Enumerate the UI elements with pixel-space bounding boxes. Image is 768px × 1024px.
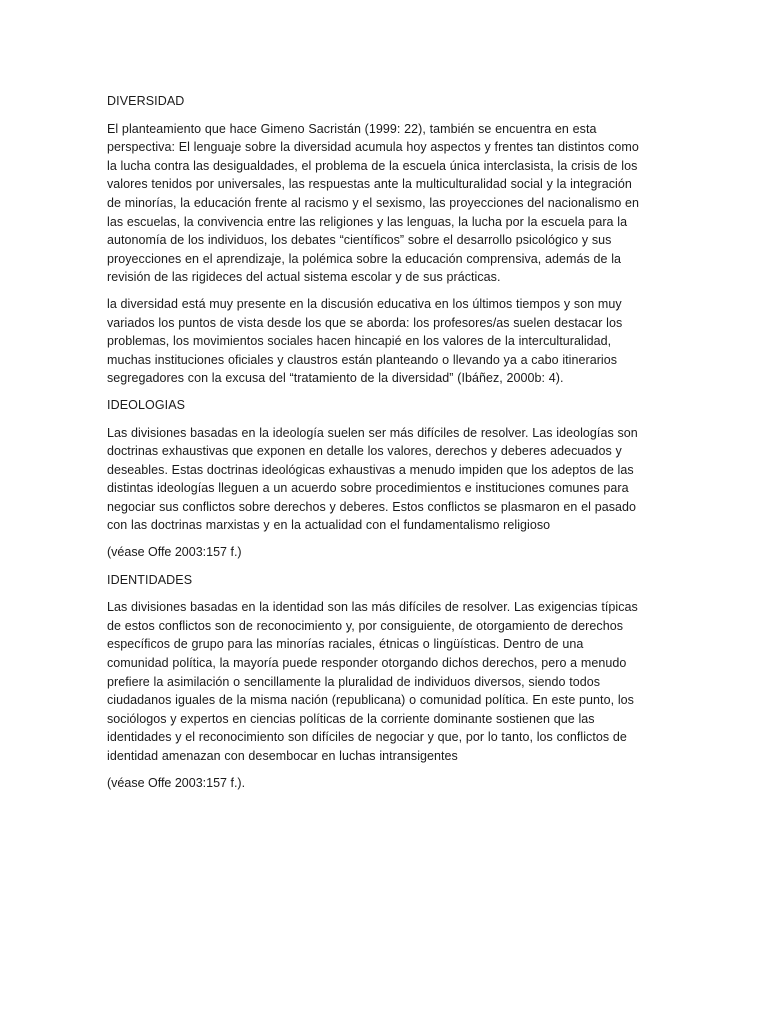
citation-ideologias: (véase Offe 2003:157 f.) bbox=[107, 545, 242, 560]
section-heading-diversidad: DIVERSIDAD bbox=[107, 94, 185, 108]
paragraph-identidades-1: Las divisiones basadas en la identidad son las más difíciles de resolver. Las exigencias típicas de estos conflictos son de reconocimiento y, por consiguiente, de otorgamiento de derechos específicos de grupo para las minorías raciales, étnicas o lingüísticas. Dentro de una comunidad política, la mayoría puede responder otorgando dichos derechos, pero a menudo prefiere la asimilación o sencillamente la pluralidad de individuos diversos, siendo todos ciudadanos iguales de la misma nación (republicana) o comunidad política. En este punto, los sociólogos y expertos en ciencias políticas de la corriente dominante sostienen que las identidades y el reconocimiento son difíciles de negociar y que, por lo tanto, los conflictos de identidad amenazan con desembocar en luchas intransigentes bbox=[107, 600, 638, 763]
paragraph-diversidad-2: la diversidad está muy presente en la discusión educativa en los últimos tiempos y son muy variados los puntos de vista desde los que se aborda: los profesores/as suelen destacar los problemas, los movimientos sociales hacen hincapié en los valores de la interculturalidad, muchas instituciones oficiales y claustros están planteando o llevando ya a cabo itinerarios segregadores con la excusa del “tratamiento de la diversidad” (Ibáñez, 2000b: 4). bbox=[107, 296, 623, 386]
paragraph-diversidad-1: El planteamiento que hace Gimeno Sacristán (1999: 22), también se encuentra en esta perspectiva: El lenguaje sobre la diversidad acumula hoy aspectos y frentes tan distintos como la lucha contra las desigualdades, el problema de la escuela única interclasista, la crisis de los valores tenidos por universales, las respuestas ante la multiculturalidad social y la integración de minorías, la educación frente al racismo y el sexismo, las proyecciones del nacionalismo en las escuelas, la convivencia entre las religiones y las lenguas, la lucha por la escuela para la autonomía de los individuos, los debates “científicos” sobre el desarrollo psicológico y sus proyecciones en el aprendizaje, la polémica sobre la educación comprensiva, además de la revisión de las rigideces del actual sistema escolar y de sus prácticas. bbox=[107, 121, 640, 285]
section-heading-identidades: IDENTIDADES bbox=[107, 572, 193, 587]
document-page bbox=[107, 92, 647, 801]
section-heading-ideologias: IDEOLOGIAS bbox=[107, 397, 186, 412]
paragraph-ideologias-1: Las divisiones basadas en la ideología suelen ser más difíciles de resolver. Las ideologías son doctrinas exhaustivas que exponen en detalle los valores, derechos y deberes adecuados y deseables. Estas doctrinas ideológicas exhaustivas a menudo impiden que los adeptos de las distintas ideologías lleguen a un acuerdo sobre procedimientos e instituciones comunes para negociar sus conflictos sobre derechos y deberes. Estos conflictos se plasmaron en el pasado con las doctrinas marxistas y en la actualidad con el fundamentalismo religioso bbox=[107, 425, 638, 533]
citation-identidades: (véase Offe 2003:157 f.). bbox=[107, 775, 246, 790]
